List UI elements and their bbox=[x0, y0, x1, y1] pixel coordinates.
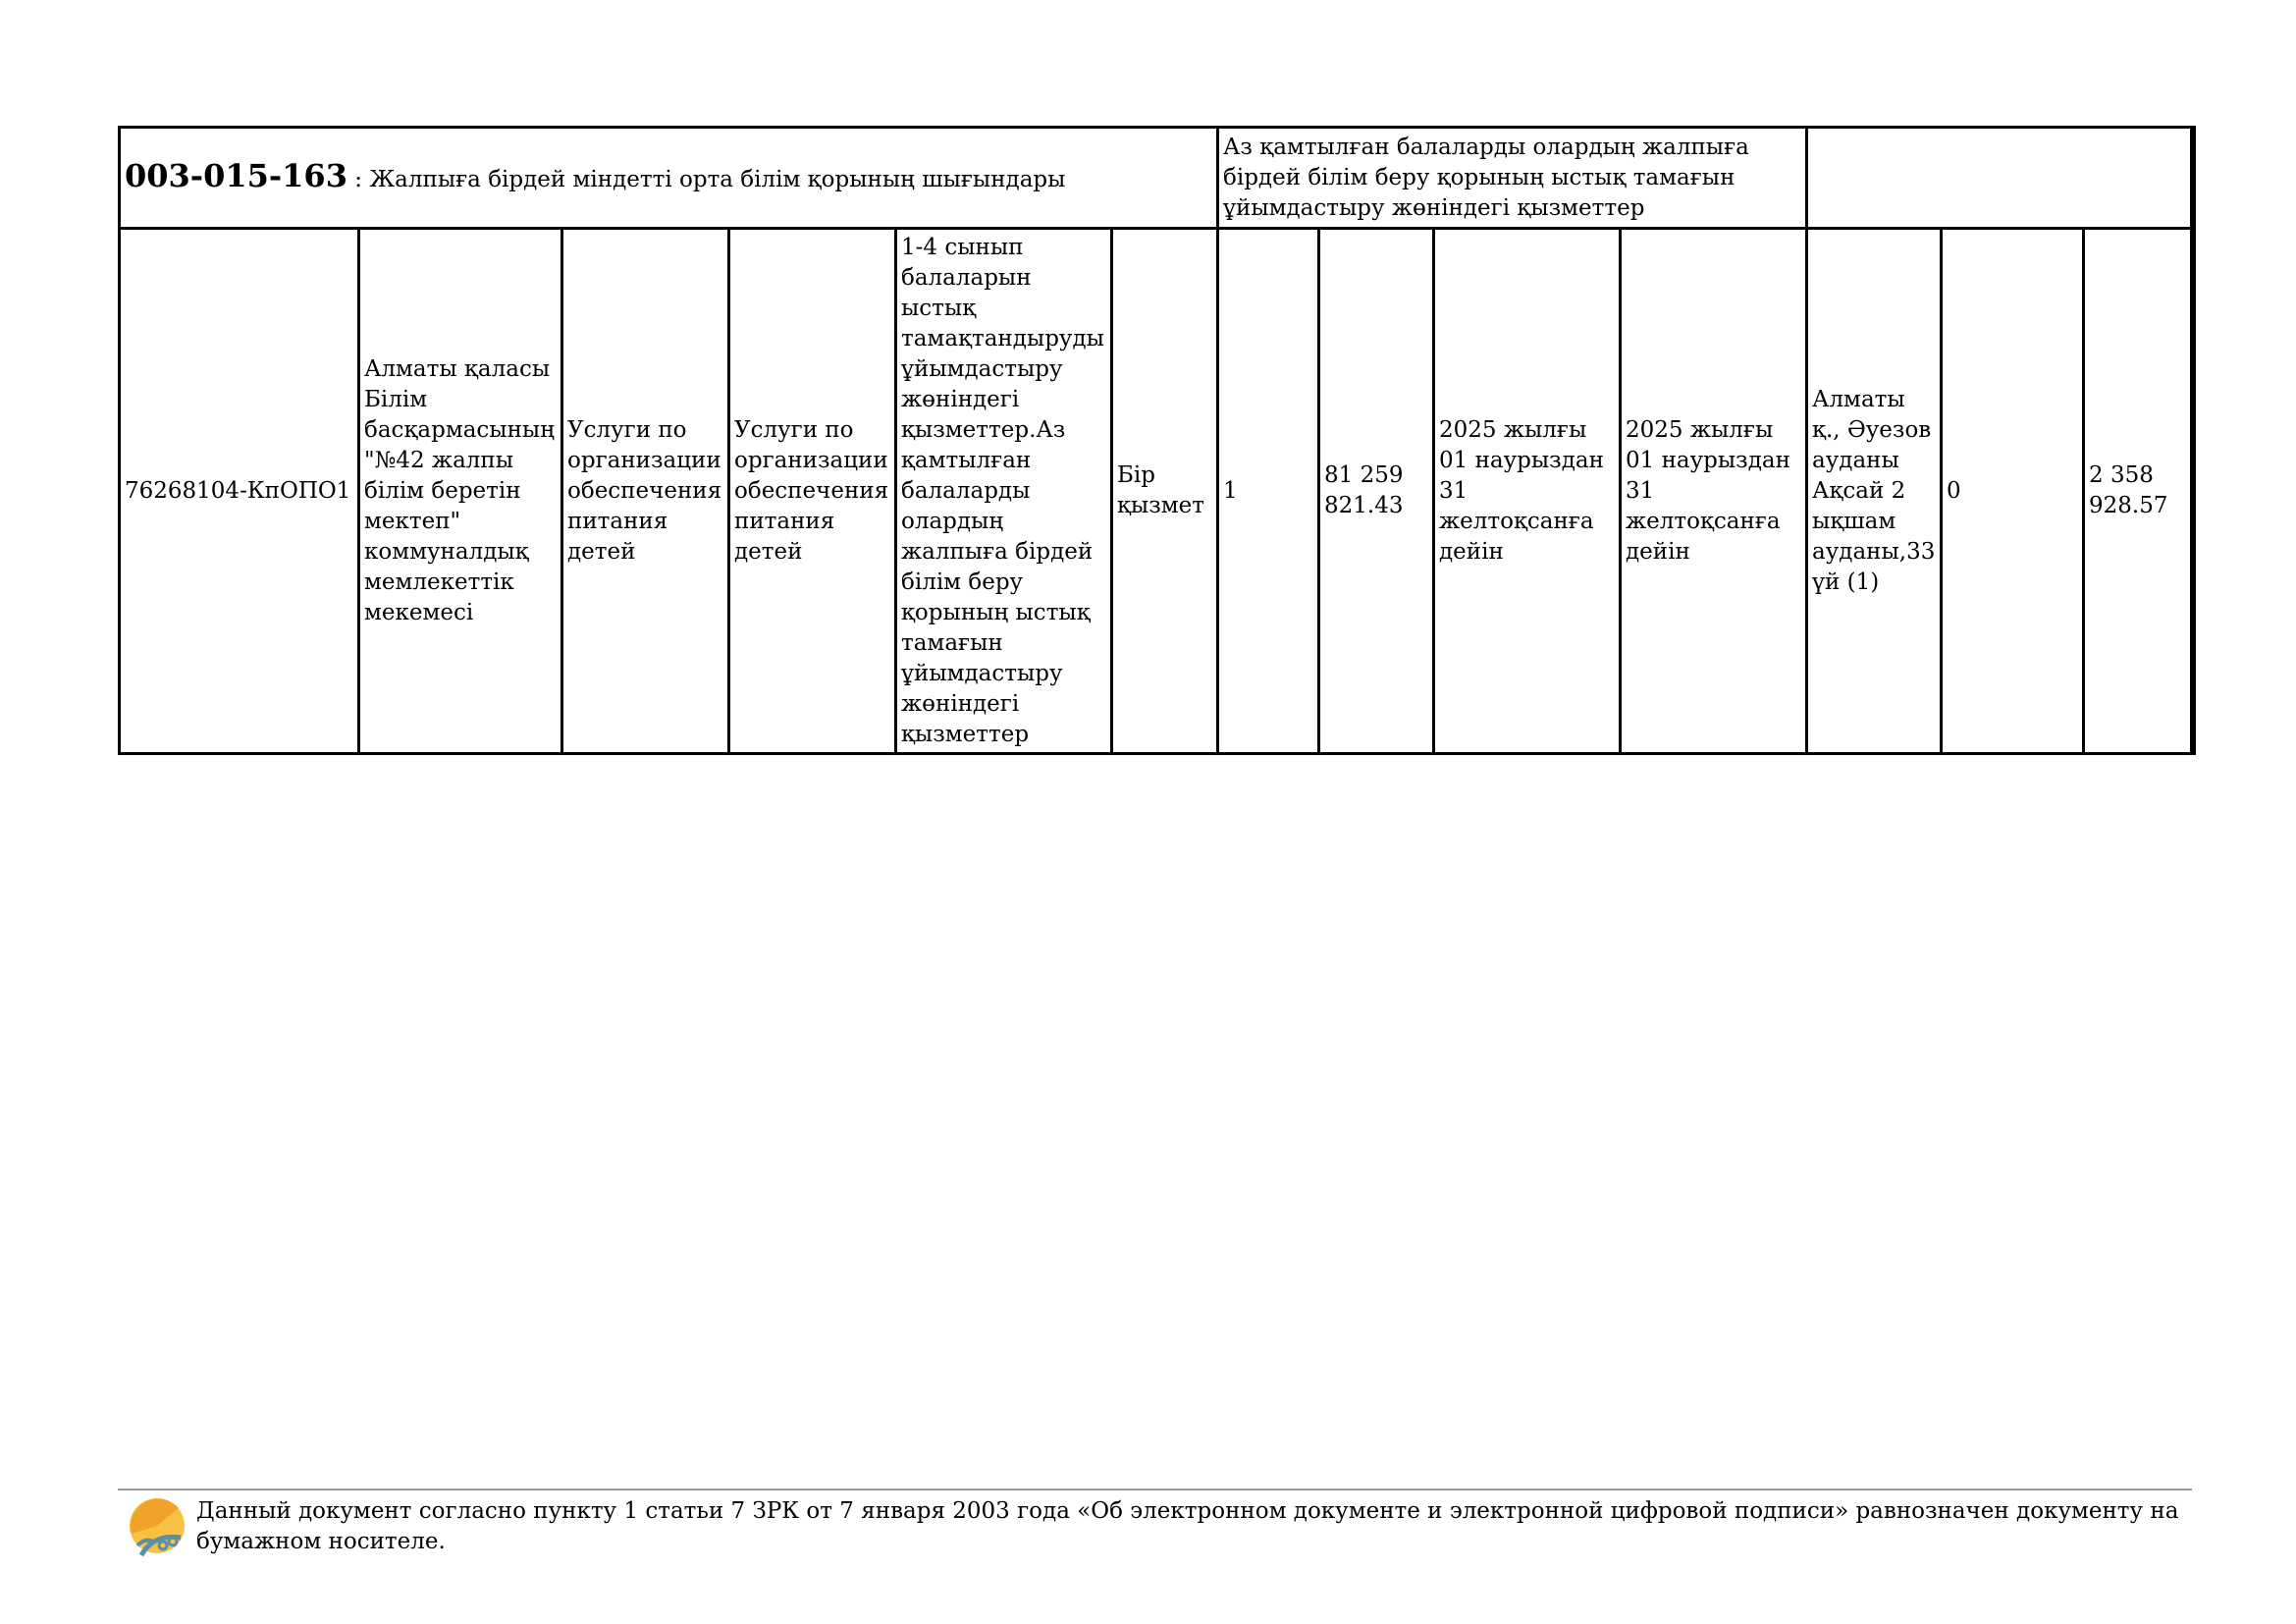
organization-cell bbox=[359, 229, 562, 754]
total-amount: 2 358 928.57 bbox=[2089, 462, 2168, 518]
period-cell-2 bbox=[1621, 229, 1807, 754]
budget-code: 003-015-163 bbox=[125, 156, 347, 194]
e-signature-logo-icon bbox=[124, 1494, 187, 1561]
service-ru-cell-1 bbox=[562, 229, 729, 754]
service-ru-1: Услуги по организации обеспечения питания детей bbox=[567, 416, 722, 565]
period-cell-1 bbox=[1434, 229, 1621, 754]
service-ru-cell-2 bbox=[729, 229, 896, 754]
service-description-cell bbox=[1218, 128, 1807, 229]
service-ru-2: Услуги по организации обеспечения питания детей bbox=[734, 416, 889, 565]
table-row bbox=[120, 229, 2193, 754]
quantity: 1 bbox=[1223, 477, 1238, 504]
budget-program-title: Жалпыға бірдей міндетті орта білім қорының шығындары bbox=[369, 166, 1066, 192]
quantity-cell bbox=[1218, 229, 1319, 754]
organization-name: Алматы қаласы Білім басқармасының "№42 жалпы білім беретін мектеп" коммуналдық мемлекеттік мекемесі bbox=[364, 355, 555, 625]
budget-program-cell bbox=[120, 128, 1218, 229]
table-header-row bbox=[120, 128, 2193, 229]
amount-cell bbox=[1319, 229, 1434, 754]
period-2: 2025 жылғы 01 наурыздан 31 желтоқсанға дейін bbox=[1626, 416, 1790, 565]
unit: Бір қызмет bbox=[1117, 462, 1205, 518]
footer bbox=[118, 1494, 2192, 1563]
delivery-location: Алматы қ., Әуезов ауданы Ақсай 2 ықшам ауданы,33 үй (1) bbox=[1812, 386, 1936, 595]
service-description: Аз қамтылған балаларды олардың жалпыға бірдей білім беру қорының ыстық тамағын ұйымдастыру жөніндегі қызметтер bbox=[1223, 134, 1749, 221]
header-empty-cell bbox=[1807, 128, 2193, 229]
location-cell bbox=[1807, 229, 1942, 754]
advance-percent: 0 bbox=[1947, 477, 1961, 504]
service-kz: 1-4 сынып балаларын ыстық тамақтандыруды ұйымдастыру жөніндегі қызметтер.Аз қамтылған балаларды олардың жалпыға бірдей білім беру қорының ыстық тамағын ұйымдастыру жөніндегі қызметтер bbox=[901, 234, 1104, 747]
code-separator: : bbox=[347, 166, 370, 192]
period-1: 2025 жылғы 01 наурыздан 31 желтоқсанға дейін bbox=[1439, 416, 1604, 565]
total-cell bbox=[2084, 229, 2193, 754]
amount: 81 259 821.43 bbox=[1324, 462, 1404, 518]
service-kz-cell bbox=[896, 229, 1112, 754]
procurement-table bbox=[118, 126, 2196, 755]
unit-cell bbox=[1112, 229, 1218, 754]
footer-legal-text: Данный документ согласно пункту 1 статьи 7 ЗРК от 7 января 2003 года «Об электронном документе и электронной цифровой подписи» равнозначен документу на бумажном носителе. bbox=[196, 1498, 2179, 1554]
footer-divider bbox=[118, 1489, 2192, 1490]
row-id: 76268104-КпОПО1 bbox=[125, 477, 351, 504]
advance-cell bbox=[1942, 229, 2084, 754]
row-id-cell bbox=[120, 229, 359, 754]
